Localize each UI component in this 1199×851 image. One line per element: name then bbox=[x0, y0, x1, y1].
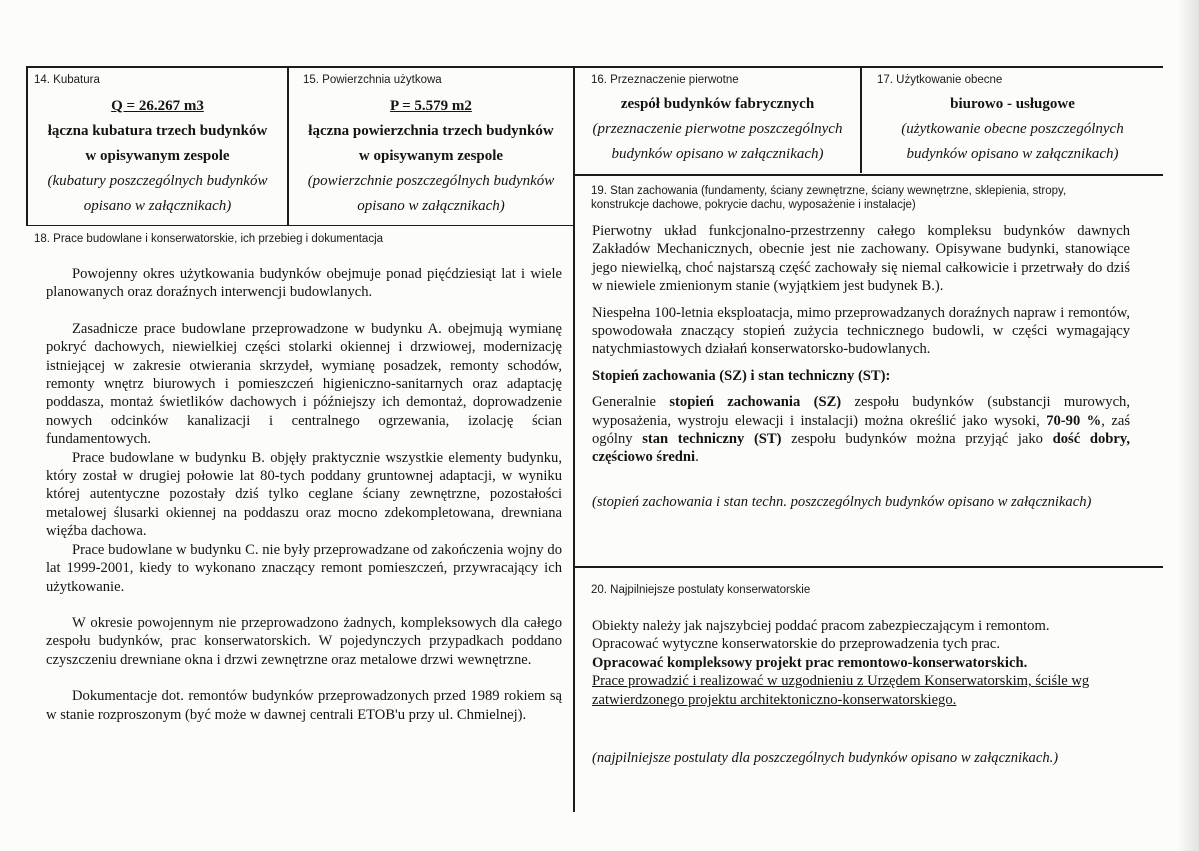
box19-p3-text-g: zespołu budynków można przyjąć jako bbox=[781, 431, 1053, 448]
box17-note2: budynków opisano w załącznikach) bbox=[906, 146, 1119, 162]
frame-middle-divider bbox=[573, 66, 575, 812]
box14-line1: łączna kubatura trzech budynków bbox=[47, 123, 268, 139]
box20-body bbox=[592, 617, 1152, 767]
box19-p3-bold-sz: stopień zachowania (SZ) bbox=[669, 394, 842, 411]
box18-paragraph-2: Zasadnicze prace budowlane przeprowadzone w budynku A. obejmują wymianę pokryć dachowych, niewielkiej części stolarki okiennej i drzwiowej, modernizację istniejącej w zakresie otwierania skrzydeł, wymianę posadzek, remonty schodów, remonty wnętrz biurowych i pomieszczeń higieniczno-sanitarnych oraz adaptację poddasza, montaż świetlików dachowych i późniejszy ich demontaż, doprowadzenie nowych odcinków kanalizacji i centralnego ogrzewania, izolację ścian fundamentowych. bbox=[46, 320, 562, 448]
box15-value: P = 5.579 m2 bbox=[390, 98, 472, 114]
box18-paragraph-4: Prace budowlane w budynku C. nie były przeprowadzane od zakończenia wojny do lat 1999-2001, kiedy to wykonano znaczący remont pomieszczeń, przywracający ich użytkowanie. bbox=[46, 541, 562, 595]
box20-label: 20. Najpilniejsze postulaty konserwatorskie bbox=[591, 584, 811, 596]
frame-under-16-17 bbox=[575, 174, 1163, 176]
box20-line-5: zatwierdzonego projektu architektoniczno-konserwatorskiego. bbox=[592, 691, 957, 708]
box16-label: 16. Przeznaczenie pierwotne bbox=[591, 74, 739, 86]
box19-p3-text-c: zespołu budynków (substancji murowych, wyposażenia, wystroju elewacji i instalacji) można określić jako wysoki, bbox=[592, 394, 1130, 429]
box20-note: (najpilniejsze postulaty dla poszczególnych budynków opisano w załącznikach.) bbox=[592, 750, 1059, 767]
box15-content bbox=[289, 94, 573, 219]
box18-paragraph-3: Prace budowlane w budynku B. objęły praktycznie wszystkie elementy budynku, który został w drugiej połowie lat 80-tych poddany gruntownej adaptacji, w wyniku której autentyczne pozostały dziś tylko ceglane ściany zewnętrzne, pozostałości metalowej ślusarki okiennej na poddaszu oraz mocno zdekompletowana, drewniana więźba dachowa. bbox=[46, 449, 562, 540]
box20-line-3: Opracować kompleksowy projekt prac remontowo-konserwatorskich. bbox=[592, 654, 1028, 671]
box20-line-2: Opracować wytyczne konserwatorskie do przeprowadzenia tych prac. bbox=[592, 636, 1001, 653]
box19-p3-bold-st: stan techniczny (ST) bbox=[642, 431, 782, 448]
box18-label: 18. Prace budowlane i konserwatorskie, ich przebieg i dokumentacja bbox=[34, 233, 384, 245]
box16-value: zespół budynków fabrycznych bbox=[620, 96, 815, 112]
box16-note1: (przeznaczenie pierwotne poszczególnych bbox=[592, 121, 843, 137]
box19-p3-text-i: . bbox=[695, 449, 699, 466]
box14-note1: (kubatury poszczególnych budynków bbox=[47, 173, 268, 189]
page-edge-shadow bbox=[1177, 0, 1199, 851]
box15-note2: opisano w załącznikach) bbox=[357, 198, 505, 214]
box14-note2: opisano w załącznikach) bbox=[83, 198, 232, 214]
box14-label: 14. Kubatura bbox=[34, 74, 100, 86]
box16-content bbox=[575, 92, 860, 167]
frame-under-19 bbox=[575, 566, 1163, 568]
box15-note1: (powierzchnie poszczególnych budynków bbox=[307, 173, 555, 189]
box19-paragraph-1: Pierwotny układ funkcjonalno-przestrzenny całego kompleksu budynków dawnych Zakładów Mechanicznych, obecnie jest nie zachowany. Opisywane budynki, stanowiące jego niewielką, choć najstarszą część zachowały się niemal całkowicie i przetrwały do dziś w niewiele zmienionym stanie (wyjątkiem jest budynek B.). bbox=[592, 223, 1130, 295]
box17-content bbox=[862, 92, 1163, 167]
box19-p3-text-a: Generalnie bbox=[592, 394, 670, 411]
box19-label-line1: 19. Stan zachowania (fundamenty, ściany zewnętrzne, ściany wewnętrzne, sklepienia, stropy, bbox=[591, 185, 1067, 197]
box20-line-4: Prace prowadzić i realizować w uzgodnieniu z Urzędem Konserwatorskim, ściśle wg bbox=[592, 673, 1090, 690]
box19-paragraph-2: Niespełna 100-letnia eksploatacja, mimo przeprowadzanych doraźnych napraw i remontów, spowodowała znaczący stopień zużycia technicznego budowli, w części wymagający natychmiastowych działań konserwatorsko-budowlanych. bbox=[592, 304, 1130, 358]
box18-paragraph-1: Powojenny okres użytkowania budynków obejmuje ponad pięćdziesiąt lat i wiele planowanych oraz doraźnych interwencji budowlanych. bbox=[46, 266, 562, 301]
box15-line2: w opisywanym zespole bbox=[358, 148, 504, 164]
box14-value: Q = 26.267 m3 bbox=[111, 98, 204, 114]
box19-body bbox=[592, 222, 1130, 511]
box19-p3-text-e: , zaś ogólny bbox=[592, 412, 1130, 448]
box19-label-line2: konstrukcje dachowe, pokrycie dachu, wyposażenie i instalacje) bbox=[591, 199, 916, 211]
box19-p3-bold-rating: dość dobry, częściowo średni bbox=[592, 431, 1130, 466]
box19-paragraph-3 bbox=[592, 393, 1130, 467]
box18-paragraph-6: Dokumentacje dot. remontów budynków przeprowadzonych przed 1989 rokiem są w stanie rozproszonym (być może w dawnej centrali ETOB'u przy ul. Chmielnej). bbox=[46, 688, 562, 723]
frame-top-right bbox=[575, 66, 1163, 68]
box14-content bbox=[28, 94, 287, 219]
box15-line1: łączna powierzchnia trzech budynków bbox=[308, 123, 554, 139]
box17-label: 17. Użytkowanie obecne bbox=[877, 74, 1003, 86]
frame-under-14-15 bbox=[28, 225, 573, 226]
box19-p3-bold-percent: 70-90 % bbox=[1046, 412, 1102, 429]
box16-note2: budynków opisano w załącznikach) bbox=[611, 146, 824, 162]
box18-body bbox=[46, 265, 562, 724]
box17-value: biurowo - usługowe bbox=[950, 96, 1075, 112]
box15-label: 15. Powierzchnia użytkowa bbox=[303, 74, 442, 86]
frame-top-left bbox=[28, 66, 573, 68]
box19-heading: Stopień zachowania (SZ) i stan techniczny (ST): bbox=[592, 367, 891, 384]
box17-note1: (użytkowanie obecne poszczególnych bbox=[901, 121, 1124, 137]
box18-paragraph-5: W okresie powojennym nie przeprowadzono żadnych, kompleksowych dla całego zespołu budynków, prac konserwatorskich. W pojedynczych przypadkach poddano czyszczeniu drewniane okna i drzwi zewnętrzne oraz metalowe drzwi wewnętrzne. bbox=[46, 614, 562, 668]
box19-note: (stopień zachowania i stan techn. poszczególnych budynków opisano w załącznikach) bbox=[592, 493, 1092, 510]
box14-line2: w opisywanym zespole bbox=[85, 148, 230, 164]
box20-line-1: Obiekty należy jak najszybciej poddać pracom zabezpieczającym i remontom. bbox=[592, 618, 1050, 634]
